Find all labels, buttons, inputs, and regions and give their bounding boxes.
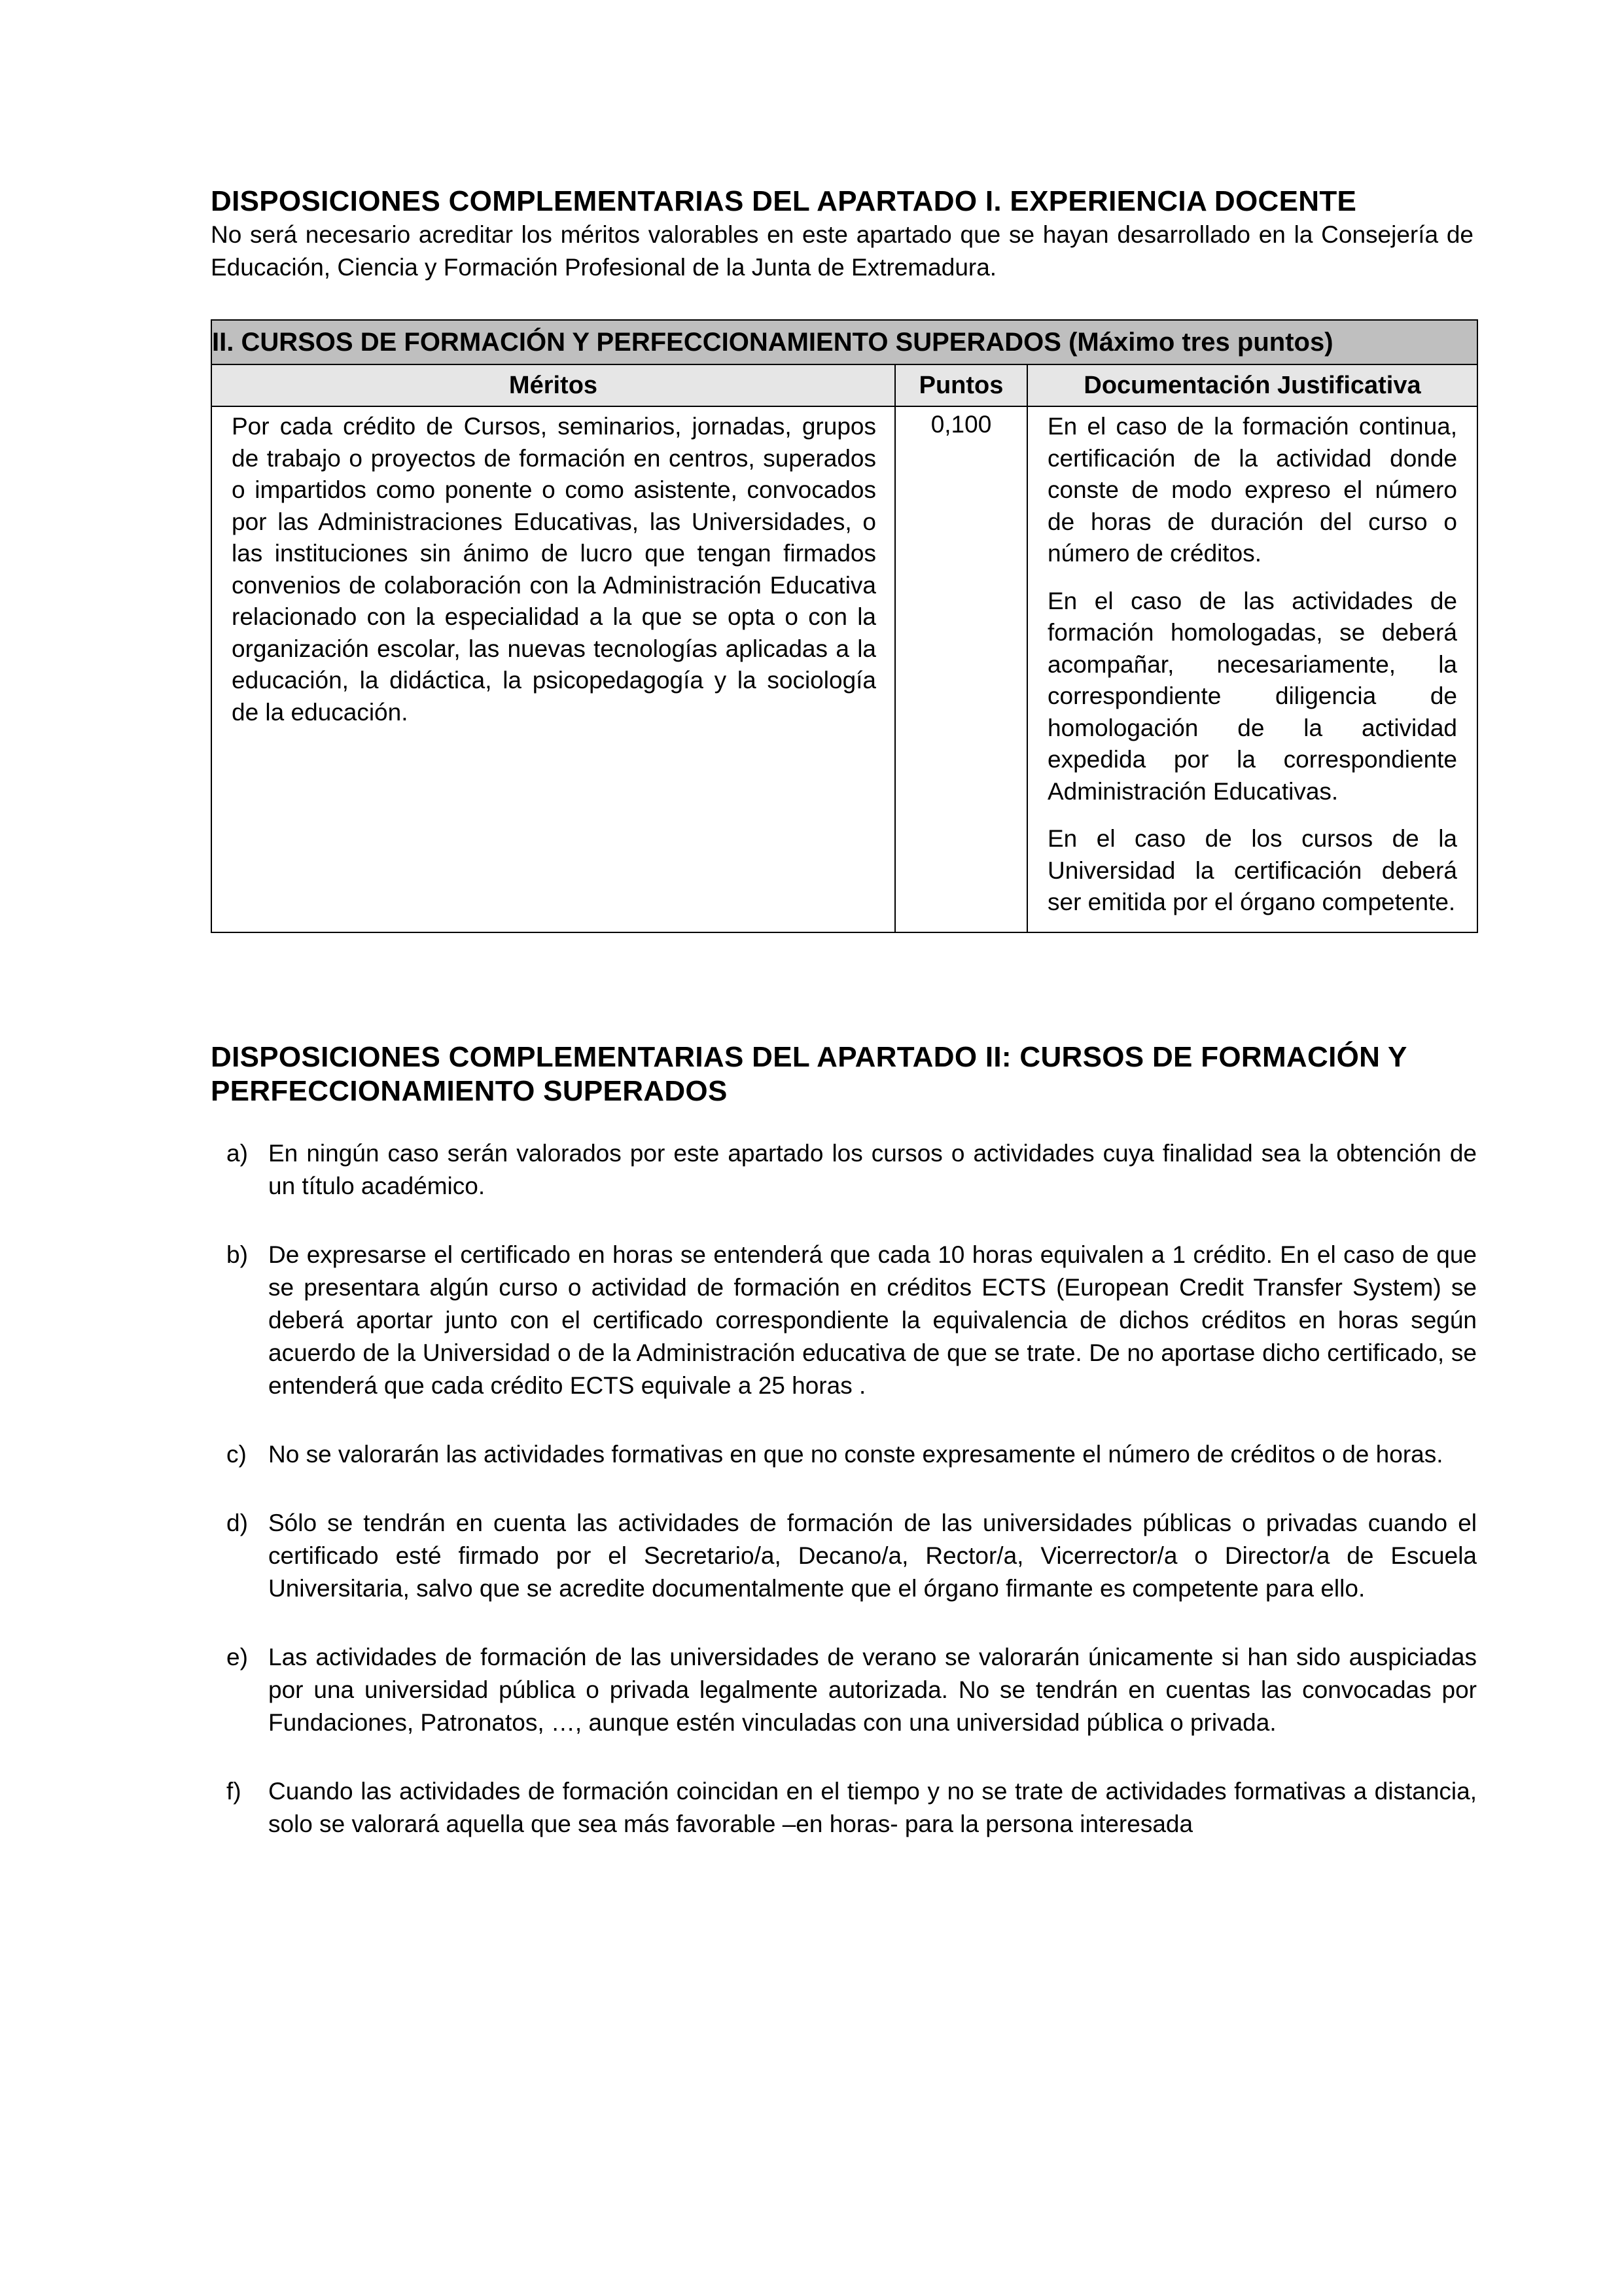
section-heading: DISPOSICIONES COMPLEMENTARIAS DEL APARTADO I. EXPERIENCIA DOCENTE <box>211 185 1357 217</box>
documentation-cell <box>1027 406 1477 932</box>
list-marker: f) <box>226 1778 241 1805</box>
merit-cell: Por cada crédito de Cursos, seminarios, jornadas, grupos de trabajo o proyectos de formación en centros, superados o impartidos como ponente o como asistente, convocados por las Administraciones Educativas, las Universidades, o las instituciones sin ánimo de lucro que tengan firmados convenios de colaboración con la Administración Educativa relacionado con la especialidad a la que se opta o con la organización escolar, las nuevas tecnologías aplicadas a la educación, la didáctica, la psicopedagogía y la sociología de la educación. <box>211 406 895 932</box>
list-item <box>211 1239 1477 1402</box>
table-title-max: (Máximo tres puntos) <box>1068 328 1333 357</box>
documentation-paragraph: En el caso de las actividades de formación homologadas, se deberá acompañar, necesariamente, la correspondiente diligencia de homologación de la actividad expedida por la correspondiente Administración Educativas. <box>1048 587 1458 805</box>
header-points: Puntos <box>895 364 1027 406</box>
merits-table <box>211 319 1478 933</box>
table-title-text: II. CURSOS DE FORMACIÓN Y PERFECCIONAMIENTO SUPERADOS <box>212 328 1061 357</box>
provisions-list <box>211 1137 1477 1841</box>
list-item-text: Sólo se tendrán en cuenta las actividades de formación de las universidades públicas o privadas cuando el certificado esté firmado por el Secretario/a, Decano/a, Rector/a, Vicerrector/a o Director/a de Escuela Universitaria, salvo que se acredite documentalmente que el órgano firmante es competente para ello. <box>268 1510 1477 1602</box>
list-marker: e) <box>226 1644 248 1670</box>
list-item <box>211 1438 1477 1471</box>
list-item <box>211 1641 1477 1739</box>
section-experiencia-docente <box>211 185 1474 284</box>
table-title-row <box>211 320 1477 364</box>
list-item-text: No se valorarán las actividades formativas en que no conste expresamente el número de créditos o de horas. <box>268 1441 1443 1468</box>
documentation-paragraph: En el caso de la formación continua, certificación de la actividad donde conste de modo expreso el número de horas de duración del curso o número de créditos. <box>1048 413 1458 567</box>
documentation-paragraph: En el caso de los cursos de la Universidad la certificación deberá ser emitida por el órgano competente. <box>1048 825 1458 915</box>
list-item-text: Las actividades de formación de las universidades de verano se valorarán únicamente si han sido auspiciadas por una universidad pública o privada legalmente autorizada. No se tendrán en cuentas las convocadas por Fundaciones, Patronatos, …, aunque estén vinculadas con una universidad pública o privada. <box>268 1644 1477 1736</box>
header-documentation: Documentación Justificativa <box>1027 364 1477 406</box>
list-item <box>211 1775 1477 1841</box>
list-marker: a) <box>226 1140 248 1167</box>
list-marker: c) <box>226 1441 247 1468</box>
table-header-row <box>211 364 1477 406</box>
table-title <box>211 320 1477 364</box>
points-cell: 0,100 <box>895 406 1027 932</box>
list-item-text: De expresarse el certificado en horas se entenderá que cada 10 horas equivalen a 1 crédito. En el caso de que se presentara algún curso o actividad de formación en créditos ECTS (European Credit Transfer System) se deberá aportar junto con el certificado correspondiente la equivalencia de dichos créditos en horas según acuerdo de la Universidad o de la Administración educativa de que se trate. De no aportase dicho certificado, se entenderá que cada crédito ECTS equivale a 25 horas . <box>268 1241 1477 1399</box>
section-heading: DISPOSICIONES COMPLEMENTARIAS DEL APARTADO II: CURSOS DE FORMACIÓN Y PERFECCIONAMIENTO SUPERADOS <box>211 1041 1407 1107</box>
list-item <box>211 1507 1477 1605</box>
section-cursos-formacion <box>211 1040 1477 1841</box>
section-paragraph: No será necesario acreditar los méritos valorables en este apartado que se hayan desarrollado en la Consejería de Educación, Ciencia y Formación Profesional de la Junta de Extremadura. <box>211 221 1474 281</box>
table-row <box>211 406 1477 932</box>
list-item-text: Cuando las actividades de formación coincidan en el tiempo y no se trate de actividades formativas a distancia, solo se valorará aquella que sea más favorable –en horas- para la persona interesada <box>268 1778 1477 1837</box>
list-marker: d) <box>226 1510 248 1536</box>
header-merits: Méritos <box>211 364 895 406</box>
list-item-text: En ningún caso serán valorados por este apartado los cursos o actividades cuya finalidad sea la obtención de un título académico. <box>268 1140 1477 1199</box>
list-item <box>211 1137 1477 1203</box>
list-marker: b) <box>226 1241 248 1268</box>
